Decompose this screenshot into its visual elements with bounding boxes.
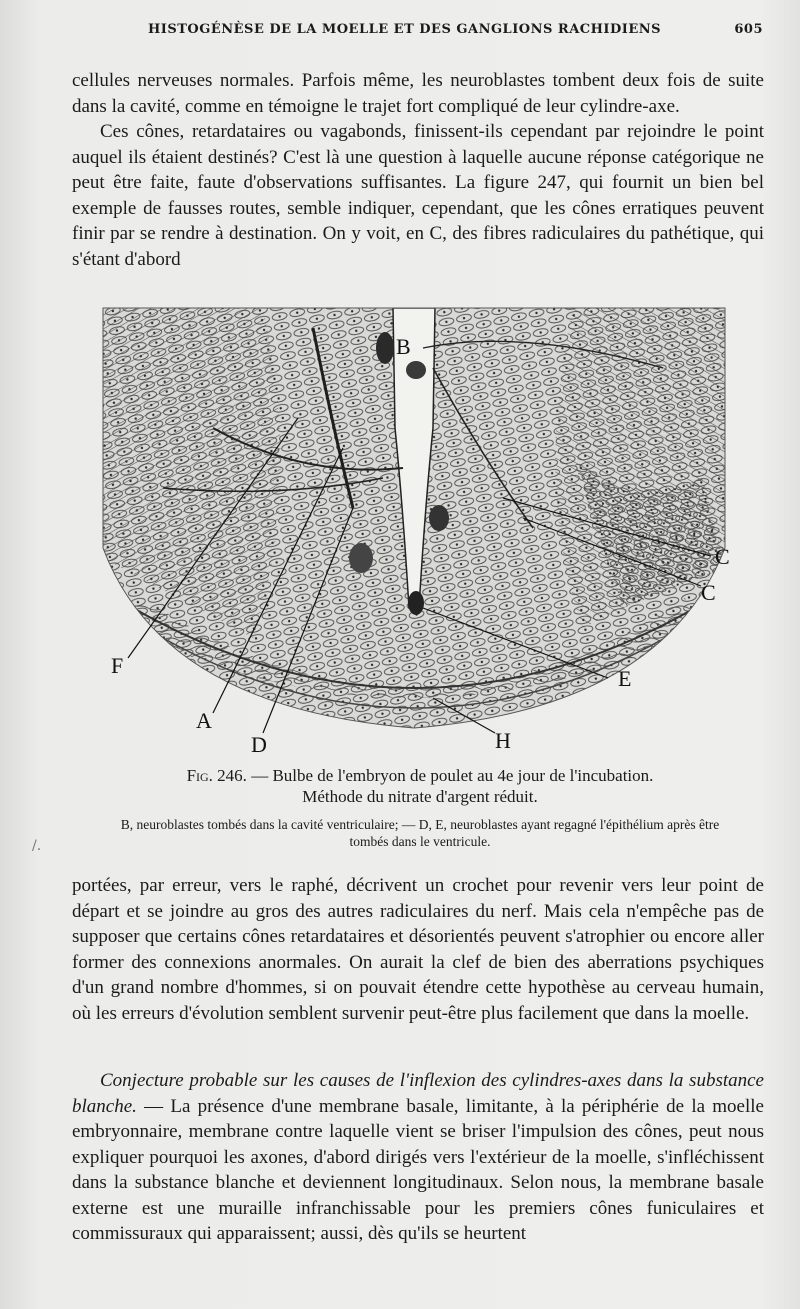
paragraph-continuation: cellules nerveuses normales. Parfois même, les neuroblastes tombent deux fois de suite dans la cavité, comme en témoigne le trajet fort compliqué de leur cylindre-axe. — [72, 70, 764, 117]
label-c-upper: C — [715, 544, 730, 569]
label-h: H — [495, 728, 511, 753]
label-b: B — [396, 334, 411, 359]
figure-legend — [80, 816, 760, 850]
bulb-section-drawing — [103, 308, 725, 758]
running-title: HISTOGÉNÈSE DE LA MOELLE ET DES GANGLIONS RACHIDIENS — [148, 22, 662, 37]
label-c-lower: C — [701, 580, 716, 605]
paragraph-cones: Ces cônes, retardataires ou vagabonds, finissent-ils cependant par rejoindre le point auquel ils étaient destinés? C'est là une question à laquelle aucune réponse catégorique ne peut être faite, faute d'observations suffisantes. La figure 247, qui fournit un bien bel exemple de fausses routes, semble indiquer, cependant, que les cônes erratiques peuvent finir par se rendre à destination. On y voit, en C, des fibres radiculaires du pathétique, qui s'étant d'abord — [72, 121, 764, 270]
section-body: — La présence d'une membrane basale, limitante, à la périphérie de la moelle embryonnaire, membrane contre laquelle vient se briser l'impulsion des cônes, peut nous expliquer pourquoi les axones, d'abord dirigés vers l'extérieur de la moelle, s'infléchissent dans la substance blanche et deviennent longitudinaux. Selon nous, la membrane basale externe est une muraille infranchissable pour les premiers cônes funiculaires et commissuraux qui apparaissent; aussi, dès qu'ils se heurtent — [72, 1095, 764, 1244]
text-block-conjecture — [72, 1068, 764, 1247]
page-number: 605 — [734, 22, 763, 37]
neuroblast-b — [376, 332, 394, 364]
paragraph-raphe: portées, par erreur, vers le raphé, décrivent un crochet pour revenir vers leur point de départ et se joindre au gros des autres radiculaires du nerf. Mais cela n'empêche pas de supposer que certains cônes retardataires et désorientés peuvent s'atrophier ou encore aller former des connexions anormales. On aurait la clef de bien des aberrations psychiques d'un grand nombre d'hommes, si on pouvait étendre cette hypothèse au cerveau humain, où les erreurs d'évolution semblent survenir peut-être plus facilement que dans la moelle. — [72, 875, 764, 1024]
section-heading: Conjecture probable sur les causes de l'inflexion des cylindres-axes dans la substance blanche. — [72, 1070, 764, 1117]
figure-title: — Bulbe de l'embryon de poulet au 4e jour de l'incubation. — [246, 766, 654, 785]
figure-illustration — [103, 308, 730, 758]
text-block-top — [72, 68, 764, 272]
label-d: D — [251, 732, 267, 757]
figure-number: Fig. 246. — [186, 766, 247, 785]
margin-mark: /. — [32, 838, 42, 854]
figure-legend-text: B, neuroblastes tombés dans la cavité ventriculaire; — D, E, neuroblastes ayant regagné l'épithélium après être tombés dans le ventricule. — [120, 817, 720, 849]
running-head — [148, 22, 763, 37]
text-block-bottom — [72, 873, 764, 1026]
figure-caption — [80, 765, 760, 807]
label-e: E — [618, 666, 632, 691]
label-a: A — [196, 708, 212, 733]
label-f: F — [111, 653, 124, 678]
figure-method: Méthode du nitrate d'argent réduit. — [302, 787, 538, 806]
paragraph-conjecture — [72, 1068, 764, 1247]
